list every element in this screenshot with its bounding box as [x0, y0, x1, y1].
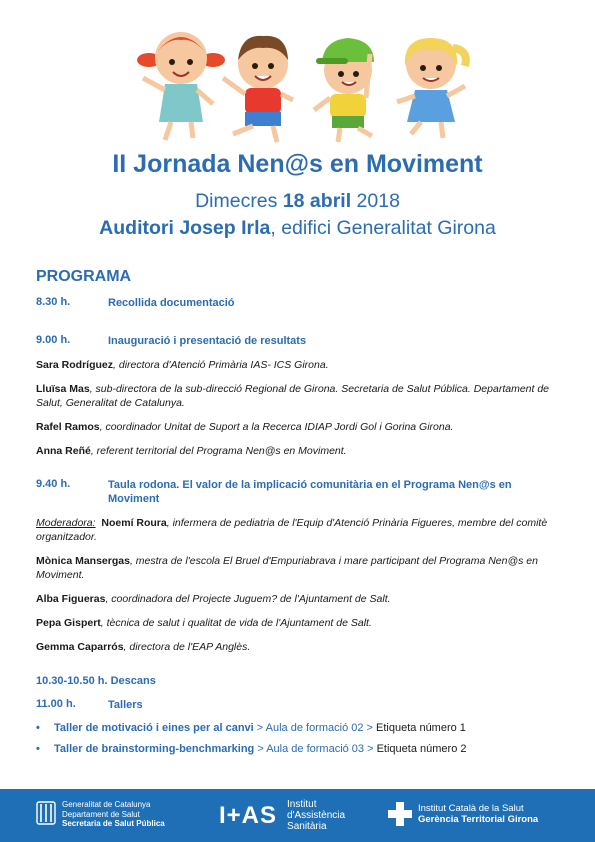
- speaker-desc: , referent territorial del Programa Nen@s en Moviment.: [90, 445, 347, 457]
- speaker: [36, 420, 561, 434]
- event-date: [0, 190, 595, 213]
- speaker-name: Sara Rodríguez: [36, 359, 114, 371]
- speaker: [36, 640, 561, 654]
- gencat-logo: [36, 800, 165, 829]
- taller-room: > Aula de formació 03: [254, 743, 368, 755]
- break-item: [36, 674, 561, 688]
- gencat-line2: Departament de Salut: [62, 809, 140, 819]
- agenda-time: 11.00 h.: [36, 698, 76, 710]
- agenda-label: Inauguració i presentació de resultats: [108, 335, 307, 347]
- moderator-name: Noemí Roura: [101, 517, 167, 529]
- agenda-item: [36, 698, 561, 712]
- agenda-item: [36, 334, 561, 348]
- moderator-desc: , infermera de pediatria de l'Equip d'Atenció Prinària Figueres, membre del comitè organitzador.: [36, 517, 548, 543]
- break-label: 10.30-10.50 h. Descans: [36, 675, 156, 687]
- speaker-desc: , coordinador Unitat de Suport a la Recerca IDIAP Jordi Gol i Gorina Girona.: [99, 421, 454, 433]
- kid-girl-right: [397, 38, 466, 138]
- speaker-name: Lluïsa Mas: [36, 383, 90, 395]
- speaker-name: Pepa Gispert: [36, 617, 101, 629]
- speaker-desc: , coordinadora del Projecte Juguem? de l'Ajuntament de Salt.: [105, 593, 391, 605]
- taller-sep: >: [367, 743, 377, 755]
- agenda-label: Tallers: [108, 699, 143, 711]
- list-item: [36, 743, 561, 755]
- ias-line2: d'Assistència: [287, 810, 346, 821]
- ics-line2: Gerència Territorial Girona: [418, 814, 539, 825]
- speaker: [36, 616, 561, 630]
- taller-sep: >: [366, 722, 377, 734]
- taller-title: Taller de motivació i eines per al canvi: [54, 722, 254, 734]
- header-illustration: [0, 0, 595, 148]
- taller-room: > Aula de formació 02: [253, 722, 367, 734]
- venue-bold: Auditori Josep Irla: [99, 217, 271, 239]
- date-suffix: 2018: [356, 190, 400, 212]
- taller-title: Taller de brainstorming-benchmarking: [54, 743, 255, 755]
- speaker-desc: , mestra de l'escola El Bruel d'Empuriabrava i mare participant del Programa Nen@s en Moviment.: [36, 555, 538, 581]
- date-bold: 18 abril: [282, 190, 352, 212]
- speaker-desc: , directora d'Atenció Primària IAS- ICS Girona.: [113, 359, 329, 371]
- agenda-time: 9.40 h.: [36, 478, 71, 490]
- agenda-item: [36, 296, 561, 310]
- speaker-name: Gemma Caparrós: [36, 641, 124, 653]
- speaker-name: Mònica Mansergas: [36, 555, 130, 567]
- speaker-desc: , tècnica de salut i qualitat de vida de l'Ajuntament de Salt.: [100, 617, 372, 629]
- agenda-label: Taula rodona. El valor de la implicació comunitària en el Programa Nen@s en Moviment: [108, 479, 512, 505]
- kid-boy-cap: [314, 38, 374, 142]
- moderator-label: Moderadora:: [36, 517, 96, 529]
- gencat-flag-icon: [36, 800, 56, 828]
- ias-mark: I+AS: [219, 801, 278, 829]
- four-running-children-icon: [0, 0, 595, 148]
- moderator: [36, 516, 561, 544]
- date-prefix: Dimecres: [195, 190, 278, 212]
- programa-title: PROGRAMA: [36, 268, 132, 285]
- speaker-desc: , directora de l'EAP Anglès.: [123, 641, 251, 653]
- gencat-line1: Generalitat de Catalunya: [62, 800, 151, 809]
- speaker: [36, 554, 561, 582]
- footer-bar: [0, 789, 595, 842]
- ias-line3: Sanitària: [287, 821, 327, 832]
- speaker: [36, 592, 561, 606]
- speaker-name: Anna Reñé: [36, 445, 91, 457]
- speaker-name: Rafel Ramos: [36, 421, 100, 433]
- taller-tag: Etiqueta número 1: [376, 722, 466, 734]
- ics-logo: [388, 801, 538, 827]
- bullet-icon: •: [36, 743, 40, 755]
- ics-line1: Institut Català de la Salut: [418, 803, 524, 814]
- speaker-name: Alba Figueras: [36, 593, 106, 605]
- agenda-time: 9.00 h.: [36, 334, 71, 346]
- event-venue: [0, 217, 595, 240]
- ics-cross-icon: [388, 801, 412, 827]
- agenda-item: [36, 478, 561, 506]
- ias-line1: Institut: [287, 799, 317, 810]
- venue-rest: , edifici Generalitat Girona: [270, 217, 496, 239]
- agenda-time: 8.30 h.: [36, 296, 71, 308]
- kid-girl-left: [137, 32, 225, 140]
- speaker: [36, 358, 561, 372]
- page-title: II Jornada Nen@s en Moviment: [112, 150, 483, 178]
- ias-logo: [219, 799, 345, 832]
- programa-section: [36, 268, 561, 764]
- kid-boy-red: [223, 36, 293, 142]
- speaker: [36, 382, 561, 410]
- bullet-icon: •: [36, 722, 40, 734]
- speaker-desc: , sub-directora de la sub-direcció Regional de Girona. Secretaria de Salut Pública. Departament de Salut, Generalitat de Catalunya.: [36, 383, 550, 409]
- list-item: [36, 722, 561, 734]
- gencat-line3: Secretaria de Salut Pública: [62, 819, 165, 828]
- agenda-label: Recollida documentació: [108, 297, 235, 309]
- tallers-list: [36, 722, 561, 755]
- speaker: [36, 444, 561, 458]
- taller-tag: Etiqueta número 2: [376, 743, 467, 755]
